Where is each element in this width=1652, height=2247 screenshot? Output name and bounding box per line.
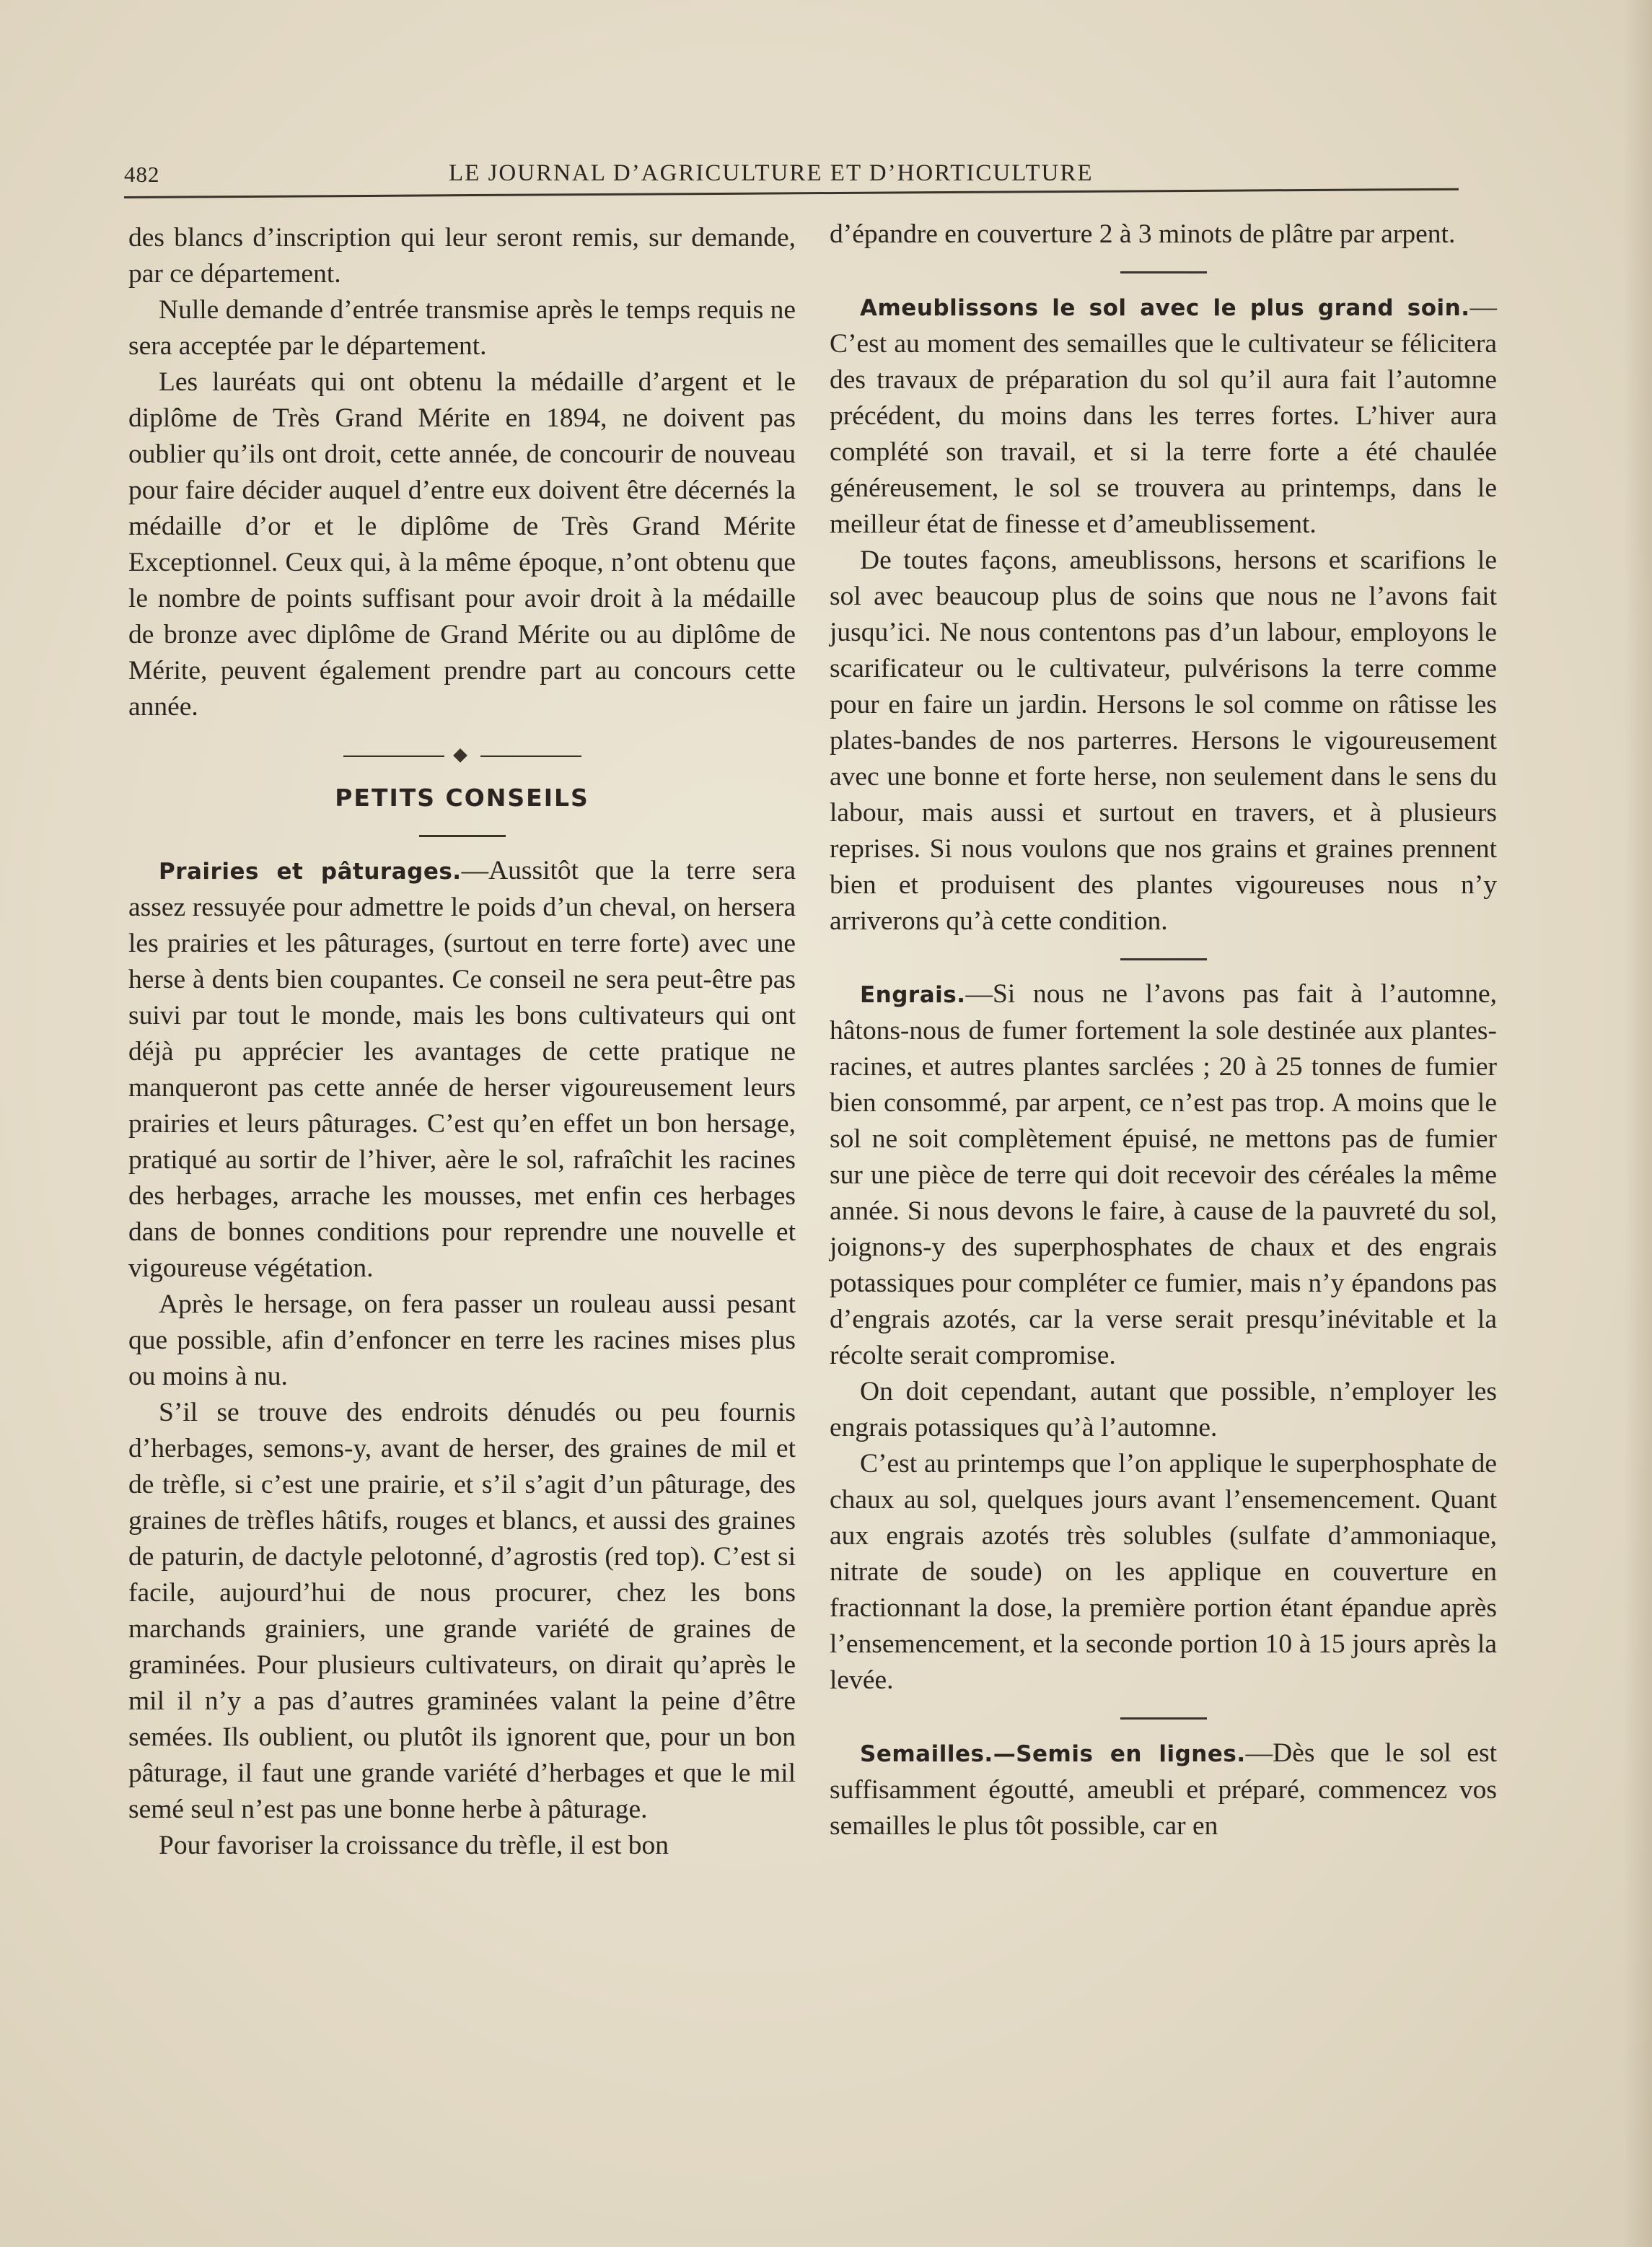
paragraph: C’est au printemps que l’on applique le superphosphate de chaux au sol, quelques jours avant l’ensemencement. Quant aux engrais azotés très solubles (sulfate d’ammoniaque, nitrate de soude) on les applique en couverture en fractionnant la dose, la première portion étant épandue après l’ensemencement, et la seconde portion 10 à 15 jours après la levée. [830,1449,1497,1695]
paragraph: d’épandre en couverture 2 à 3 minots de plâtre par arpent. [830,219,1456,249]
paragraph: Après le hersage, on fera passer un rouleau aussi pesant que possible, afin d’enfoncer en terre les racines mises plus ou moins à nu. [128,1289,796,1391]
paragraph-semailles [830,1735,1497,1844]
right-column [830,216,1497,1844]
paragraph-lead: Engrais. [860,982,966,1008]
running-title: LE JOURNAL D’AGRICULTURE ET D’HORTICULTURE [449,160,1094,186]
paragraph-text: —Dès que le sol est suffisamment égoutté, ameubli et préparé, commencez vos semailles le plus tôt possible, car en [830,1738,1497,1841]
paragraph: Nulle demande d’entrée transmise après le temps requis ne sera acceptée par le département. [128,295,796,361]
paragraph-ameublissons [830,289,1497,543]
paragraph: De toutes façons, ameublissons, hersons et scarifions le sol avec beaucoup plus de soins que nous ne l’avons fait jusqu’ici. Ne nous contentons pas d’un labour, employons le scarificateur ou le cultivateur, pulvérisons la terre comme pour en faire un jardin. Hersons le sol comme on râtisse les plates-bandes de nos parterres. Hersons le vigoureusement avec une bonne et forte herse, non seulement dans le sens du labour, mais aussi et surtout en travers, et à plusieurs reprises. Si nous voulons que nos grains et graines prennent bien et produisent des plantes vigoureuses nous n’y arriverons qu’à cette condition. [830,546,1497,936]
section-ornament [343,745,581,767]
page-number: 482 [124,162,160,187]
paragraph-text: —Si nous ne l’avons pas fait à l’automne, hâtons-nous de fumer fortement la sole destinée aux plantes-racines, et autres plantes sarclées ; 20 à 25 tonnes de fumier bien consommé, par arpent, ce n’est pas trop. A moins que le sol ne soit complètement épuisé, ne mettons pas de fumier sur une pièce de terre qui doit recevoir des céréales la même année. Si nous devons le faire, à cause de la pauvreté du sol, joignons-y des superphosphates de chaux et des engrais potassiques pour compléter ce fumier, mais n’y épandons pas d’engrais azotés, car la verse serait presqu’inévitable et la récolte serait compromise. [830,979,1497,1370]
paragraph-engrais [830,976,1497,1374]
page-header [124,157,1459,190]
paragraph-lead: Prairies et pâturages. [159,859,462,885]
paragraph: des blancs d’inscription qui leur seront remis, sur demande, par ce département. [128,223,796,289]
paragraph: S’il se trouve des endroits dénudés ou peu fournis d’herbages, semons-y, avant de herser, des graines de mil et de trèfle, si c’est une prairie, et s’il s’agit d’un pâturage, des graines de trèfles hâtifs, rouges et blancs, et aussi des graines de paturin, de dactyle pelotonné, d’agrostis (red top). C’est si facile, aujourd’hui de nous procurer, chez les bons marchands grainiers, une grande variété de graines de graminées. Pour plusieurs cultivateurs, on dirait qu’après le mil il n’y a pas d’autres graminées valant la peine d’être semées. Ils oublient, ou plutôt ils ignorent que, pour un bon pâturage, il faut une grande variété d’herbages et que le mil semé seul n’est pas une bonne herbe à pâturage. [128,1398,796,1824]
section-rule [1120,1717,1207,1720]
paragraph-lead: Ameublissons le sol avec le plus grand soin. [860,295,1470,321]
paragraph-prairies [128,853,796,1287]
page-edge-shadow [1623,0,1652,2247]
section-rule [1120,271,1207,273]
section-title: PETITS CONSEILS [335,784,589,812]
paragraph-text: —Aussitôt que la terre sera assez ressuyée pour admettre le poids d’un cheval, on hersera les prairies et les pâturages, (surtout en terre forte) avec une herse à dents bien coupantes. Ce conseil ne sera peut-être pas suivi par tout le monde, mais les bons cultivateurs qui ont déjà pu apprécier les avantages de cette pratique ne manqueront pas cette année de herser vigoureusement leurs prairies et leurs pâturages. C’est qu’en effet un bon hersage, pratiqué au sortir de l’hiver, aère le sol, rafraîchit les racines des herbages, arrache les mousses, met enfin ces herbages dans de bonnes conditions pour reprendre une nouvelle et vigoureuse végétation. [128,856,796,1283]
paragraph: Pour favoriser la croissance du trèfle, il est bon [159,1831,669,1860]
paragraph: Les lauréats qui ont obtenu la médaille d’argent et le diplôme de Très Grand Mérite en 1894, ne doivent pas oublier qu’ils ont droit, cette année, de concourir de nouveau pour faire décider auquel d’entre eux doivent être décernés la médaille d’or et le diplôme de Très Grand Mérite Exceptionnel. Ceux qui, à la même époque, n’ont obtenu que le nombre de points suffisant pour avoir droit à la médaille de bronze avec diplôme de Grand Mérite ou au diplôme de Mérite, peuvent également prendre part au concours cette année. [128,367,796,722]
left-column [128,220,796,1864]
paragraph: On doit cependant, autant que possible, n’employer les engrais potassiques qu’à l’automne. [830,1377,1497,1442]
section-rule [419,835,506,837]
paragraph-lead: Semailles.—Semis en lignes. [860,1741,1246,1767]
section-rule [1120,958,1207,960]
paragraph-text: — C’est au moment des semailles que le cultivateur se félicitera des travaux de préparation du sol qu’il aura fait l’automne précédent, du moins dans les terres fortes. L’hiver aura complété son travail, et si la terre forte a été chaulée généreusement, le sol se trouvera au printemps, dans le meilleur état de finesse et d’ameublissement. [830,292,1497,539]
